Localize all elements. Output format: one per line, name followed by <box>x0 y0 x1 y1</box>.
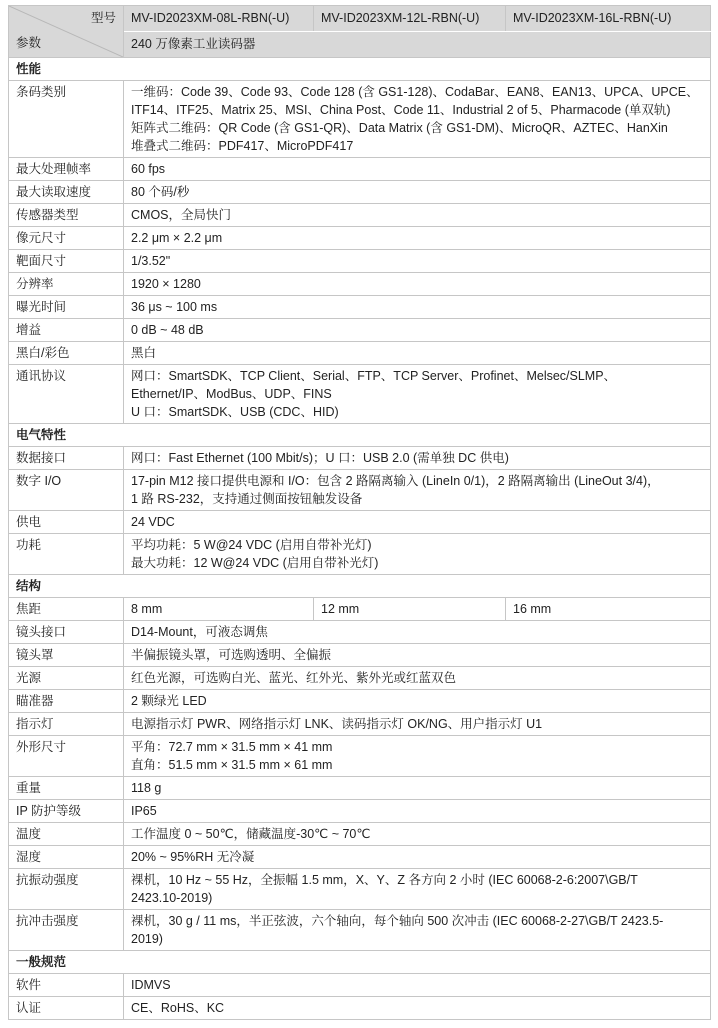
spec-row <box>9 534 711 575</box>
corner-label-model: 型号 <box>90 11 116 25</box>
value-line: 0 dB ~ 48 dB <box>131 323 204 337</box>
row-value <box>124 910 711 951</box>
spec-row <box>9 846 711 869</box>
row-value <box>124 777 711 800</box>
value-line: 平角：72.7 mm × 31.5 mm × 41 mm <box>131 740 333 754</box>
value-line: 24 VDC <box>131 515 175 529</box>
row-value <box>124 800 711 823</box>
spec-row <box>9 250 711 273</box>
row-value <box>124 736 711 777</box>
row-label: 镜头罩 <box>9 644 124 667</box>
row-label: 指示灯 <box>9 713 124 736</box>
value-line: ITF14、ITF25、Matrix 25、MSI、China Post、Code 11、Industrial 2 of 5、Pharmacode (单双轨) <box>131 103 671 117</box>
section-title: 电气特性 <box>9 424 711 447</box>
value-line: 矩阵式二维码：QR Code (含 GS1-QR)、Data Matrix (含 GS1-DM)、MicroQR、AZTEC、HanXin <box>131 121 668 135</box>
value-line: 裸机，30 g / 11 ms，半正弦波，六个轴向，每个轴向 500 次冲击 (IEC 60068-2-27\GB/T 2423.5- <box>131 914 664 928</box>
value-line: 1 路 RS-232，支持通过侧面按钮触发设备 <box>131 492 363 506</box>
spec-row <box>9 342 711 365</box>
value-line: 黑白 <box>131 346 157 360</box>
row-value <box>124 273 711 296</box>
row-value <box>124 823 711 846</box>
row-value <box>124 869 711 910</box>
row-value <box>124 181 711 204</box>
row-label: 湿度 <box>9 846 124 869</box>
spec-row <box>9 319 711 342</box>
row-value <box>124 204 711 227</box>
row-label: 抗冲击强度 <box>9 910 124 951</box>
section-title: 一般规范 <box>9 951 711 974</box>
spec-row <box>9 470 711 511</box>
value-line: 2019) <box>131 932 163 946</box>
row-value <box>124 250 711 273</box>
spec-row <box>9 296 711 319</box>
row-label: 重量 <box>9 777 124 800</box>
spec-row <box>9 974 711 997</box>
section-row <box>9 58 711 81</box>
row-value <box>124 846 711 869</box>
spec-row <box>9 869 711 910</box>
value-line: 电源指示灯 PWR、网络指示灯 LNK、读码指示灯 OK/NG、用户指示灯 U1 <box>131 717 543 731</box>
row-value <box>124 511 711 534</box>
row-value <box>124 690 711 713</box>
value-line: 17-pin M12 接口提供电源和 I/O：包含 2 路隔离输入 (LineIn 0/1)，2 路隔离输出 (LineOut 3/4)， <box>131 474 660 488</box>
row-label: 瞄准器 <box>9 690 124 713</box>
row-label: 分辨率 <box>9 273 124 296</box>
value-line: 1920 × 1280 <box>131 277 201 291</box>
row-value <box>124 81 711 158</box>
value-line: 半偏振镜头罩，可选购透明、全偏振 <box>131 648 332 662</box>
row-label: 曝光时间 <box>9 296 124 319</box>
row-label: 温度 <box>9 823 124 846</box>
value-line: 工作温度 0 ~ 50℃，储藏温度-30℃ ~ 70℃ <box>131 827 371 841</box>
row-label: 焦距 <box>9 598 124 621</box>
row-label: 供电 <box>9 511 124 534</box>
row-value <box>124 997 711 1020</box>
spec-row <box>9 621 711 644</box>
value-line: IDMVS <box>131 978 171 992</box>
spec-row <box>9 777 711 800</box>
param-value: 240 万像素工业读码器 <box>124 32 711 58</box>
row-label: IP 防护等级 <box>9 800 124 823</box>
value-line: 网口：SmartSDK、TCP Client、Serial、FTP、TCP Server、Profinet、Melsec/SLMP、 <box>131 369 617 383</box>
row-value-cell: 8 mm <box>124 598 314 621</box>
row-value-cell: 16 mm <box>506 598 711 621</box>
row-value <box>124 621 711 644</box>
value-line: IP65 <box>131 804 157 818</box>
corner-cell <box>9 6 124 58</box>
value-line: 2 颗绿光 LED <box>131 694 207 708</box>
row-label: 最大读取速度 <box>9 181 124 204</box>
value-line: 60 fps <box>131 162 166 176</box>
spec-row <box>9 365 711 424</box>
spec-row <box>9 910 711 951</box>
row-label: 抗振动强度 <box>9 869 124 910</box>
spec-row <box>9 690 711 713</box>
value-line: Ethernet/IP、ModBus、UDP、FINS <box>131 387 332 401</box>
row-value <box>124 296 711 319</box>
value-line: 1/3.52" <box>131 254 171 268</box>
spec-row <box>9 667 711 690</box>
spec-row <box>9 511 711 534</box>
value-line: 20% ~ 95%RH 无冷凝 <box>131 850 255 864</box>
spec-row <box>9 644 711 667</box>
value-line: 80 个码/秒 <box>131 185 190 199</box>
value-line: 堆叠式二维码：PDF417、MicroPDF417 <box>131 139 354 153</box>
spec-row <box>9 158 711 181</box>
row-label: 认证 <box>9 997 124 1020</box>
row-label: 功耗 <box>9 534 124 575</box>
row-label: 靶面尺寸 <box>9 250 124 273</box>
corner-label-param: 参数 <box>16 36 42 50</box>
row-label: 外形尺寸 <box>9 736 124 777</box>
spec-row <box>9 447 711 470</box>
section-title: 结构 <box>9 575 711 598</box>
row-label: 传感器类型 <box>9 204 124 227</box>
row-label: 增益 <box>9 319 124 342</box>
row-value <box>124 667 711 690</box>
spec-row <box>9 713 711 736</box>
spec-row <box>9 204 711 227</box>
row-label: 像元尺寸 <box>9 227 124 250</box>
spec-row <box>9 800 711 823</box>
row-value <box>124 447 711 470</box>
row-label: 条码类别 <box>9 81 124 158</box>
row-value <box>124 342 711 365</box>
spec-table <box>8 5 711 1020</box>
value-line: 36 μs ~ 100 ms <box>131 300 218 314</box>
value-line: 最大功耗：12 W@24 VDC (启用自带补光灯) <box>131 556 379 570</box>
row-label: 数字 I/O <box>9 470 124 511</box>
value-line: CMOS，全局快门 <box>131 208 232 222</box>
section-row <box>9 951 711 974</box>
value-line: 一维码：Code 39、Code 93、Code 128 (含 GS1-128)、CodaBar、EAN8、EAN13、UPCA、UPCE、 <box>131 85 699 99</box>
row-label: 镜头接口 <box>9 621 124 644</box>
header-row-models <box>9 6 711 32</box>
spec-row <box>9 181 711 204</box>
row-value <box>124 713 711 736</box>
row-value <box>124 365 711 424</box>
row-value <box>124 227 711 250</box>
spec-row <box>9 823 711 846</box>
spec-row <box>9 81 711 158</box>
row-value <box>124 319 711 342</box>
value-line: CE、RoHS、KC <box>131 1001 225 1015</box>
row-label: 数据接口 <box>9 447 124 470</box>
row-label: 通讯协议 <box>9 365 124 424</box>
value-line: 网口：Fast Ethernet (100 Mbit/s)；U 口：USB 2.0 (需单独 DC 供电) <box>131 451 509 465</box>
value-line: D14-Mount，可液态调焦 <box>131 625 268 639</box>
section-row <box>9 575 711 598</box>
value-line: 118 g <box>131 781 162 795</box>
model-name: MV-ID2023XM-12L-RBN(-U) <box>314 6 506 32</box>
spec-row <box>9 736 711 777</box>
row-label: 光源 <box>9 667 124 690</box>
spec-row <box>9 997 711 1020</box>
value-line: 裸机，10 Hz ~ 55 Hz，全振幅 1.5 mm，X、Y、Z 各方向 2 小时 (IEC 60068-2-6:2007\GB/T <box>131 873 638 887</box>
section-row <box>9 424 711 447</box>
row-label: 黑白/彩色 <box>9 342 124 365</box>
row-value <box>124 644 711 667</box>
section-title: 性能 <box>9 58 711 81</box>
row-label: 软件 <box>9 974 124 997</box>
spec-row <box>9 598 711 621</box>
spec-row <box>9 227 711 250</box>
value-line: 直角：51.5 mm × 31.5 mm × 61 mm <box>131 758 333 772</box>
value-line: 2423.10-2019) <box>131 891 213 905</box>
spec-row <box>9 273 711 296</box>
row-label: 最大处理帧率 <box>9 158 124 181</box>
row-value <box>124 974 711 997</box>
row-value <box>124 470 711 511</box>
model-name: MV-ID2023XM-08L-RBN(-U) <box>124 6 314 32</box>
value-line: 红色光源，可选购白光、蓝光、红外光、紫外光或红蓝双色 <box>131 671 457 685</box>
value-line: U 口：SmartSDK、USB (CDC、HID) <box>131 405 339 419</box>
row-value-cell: 12 mm <box>314 598 506 621</box>
row-value <box>124 534 711 575</box>
model-name: MV-ID2023XM-16L-RBN(-U) <box>506 6 711 32</box>
value-line: 平均功耗：5 W@24 VDC (启用自带补光灯) <box>131 538 372 552</box>
row-value <box>124 158 711 181</box>
value-line: 2.2 μm × 2.2 μm <box>131 231 223 245</box>
